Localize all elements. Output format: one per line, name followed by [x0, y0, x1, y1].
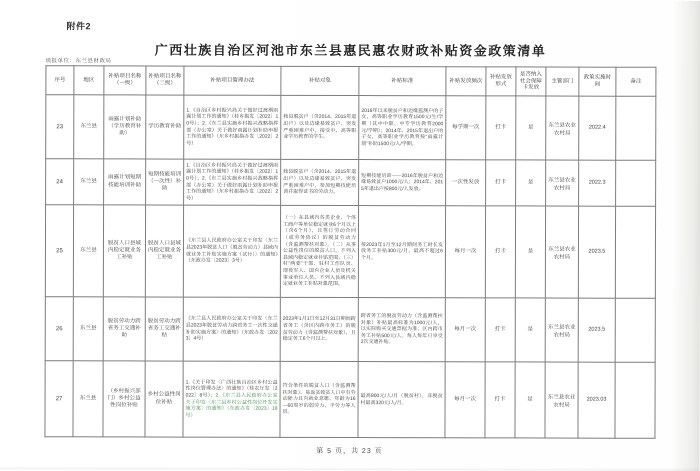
- table-cell: 乡村公益性岗位补贴: [145, 361, 183, 437]
- table-cell: 每学期一次: [446, 96, 486, 160]
- table-cell: 2022.4: [579, 96, 616, 160]
- table-cell: [615, 362, 655, 438]
- column-header: 补贴发放频次: [446, 67, 486, 96]
- department-stamp-cell: 东兰县农业农村局: [546, 96, 579, 160]
- table-cell: 我县脱贫户（含2014、2015年退出户）以及边缘易致贫户、突发严重困难户中，接受中、高等职业学历教育的学生。: [281, 95, 359, 159]
- table-cell: 2023.5: [578, 206, 615, 298]
- table-cell: 打卡: [485, 362, 515, 438]
- table-cell: 是: [515, 298, 545, 362]
- table-cell: 2023年1月1日至12月31日期间跨省务工（含区内跨市务工）的脱贫劳动力（含监测帮扶对象），且稳定务工6个月以上。: [280, 297, 358, 361]
- table-cell: 一次性发放: [446, 160, 486, 206]
- table-cell: 每月一次: [445, 362, 485, 438]
- column-header: 序号: [46, 66, 74, 95]
- table-cell: 打卡: [485, 206, 515, 298]
- column-header: 补贴项目管理办法: [184, 66, 281, 95]
- table-row: [45, 205, 655, 299]
- table-row: [45, 297, 655, 363]
- table-row: [46, 95, 656, 161]
- attachment-label: 附件2: [66, 21, 92, 32]
- table-cell: 2016年以来脱贫户和边缘监测户的子女，高等职业学历教育1500元/生/学期（其中中职、中专学历教育2000元/学期）；2014年、2015年退出户的子女，高等职业学历教育按“雨露计划”补助1500元/人/学期。: [359, 96, 446, 160]
- page-number: 第 5 页，共 23 页: [316, 447, 383, 456]
- table-cell: 短期技能培训（一次性）补助: [146, 159, 184, 205]
- column-header: 补贴发放形式: [486, 67, 516, 96]
- page-title: 广西壮族自治区河池市东兰县惠民惠农财政补贴资金政策清单: [154, 42, 547, 59]
- table-cell: 雨露计划补助（学历教育补助）: [104, 95, 146, 159]
- table-cell: 脱贫劳动力跨省务工交通补助: [103, 297, 145, 361]
- table-cell: [615, 298, 655, 362]
- table-cell: 是: [515, 206, 545, 298]
- table-cell: 每月一次: [445, 206, 485, 298]
- table-cell: 按2023年1月至12月期间务工时长发放务工补贴300元/月，最高不超过6个月。: [358, 206, 445, 298]
- table-cell: 东兰县: [73, 205, 103, 297]
- table-cell: 是: [516, 160, 546, 206]
- table-cell: 《东兰县人民政府办公室关于印发〈东兰县2023年脱贫人口（脱贫劳动力）县域内就业务工补贴实施方案（试行）〉的通知》（东政办发〔2023〕3号）: [183, 205, 280, 297]
- scan-shadow: [0, 466, 699, 471]
- department-stamp-cell: 东兰县农业农村局: [545, 206, 578, 298]
- table-cell: 脱贫劳动力跨省务工交通补贴: [145, 297, 183, 361]
- column-header: 是否纳入社会保障卡发放: [516, 67, 546, 96]
- column-header: 补贴标准: [359, 67, 446, 96]
- table-cell: 短期技能培训——2016年脱贫户和边缘易致贫户1000元/人；2014年、2015年退出户按800元/人发放。: [359, 160, 446, 206]
- cell-text: 1.《关于印发〈广西壮族自治区乡村公益性岗位管理办法〉的通知》（桂农厅发〔2022〕8号）；: [185, 379, 278, 399]
- table-cell: 1.《自治区乡村振兴局关于做好过渡期雨露计划工作的通知》（桂乡振发〔2022〕10号）；2.《东兰县实施乡村振兴战略指挥部（办公室）关于做好雨露计划补助申报工作的通知》（东乡村振指办发〔2022〕2号）: [184, 95, 281, 159]
- column-header: 补贴项目名称（一级）: [104, 66, 146, 95]
- policy-table: [44, 65, 656, 439]
- table-cell: 每月一次: [445, 298, 485, 362]
- table-cell: 是: [515, 362, 545, 438]
- table-cell: 1.《自治区乡村振兴局关于做好过渡期雨露计划工作的通知》（桂乡振发〔2022〕10号）；2.《东兰县实施乡村振兴战略指挥部（办公室）关于做好雨露计划补助申报工作的通知》（东乡村振指办发〔2022〕2号）: [184, 159, 281, 205]
- column-header: 政策实施时间: [579, 67, 616, 96]
- green-annotated-text: 2.《东兰县人民政府办公室关于印发〈东兰县乡村公益性岗位开发实施方案〉的通知》（东政办发〔2023〕18号）: [185, 392, 278, 419]
- table-body: [45, 95, 656, 439]
- table-cell: [615, 206, 655, 298]
- table-cell: 打卡: [486, 96, 516, 160]
- table-cell: 雨露计划短期技能培训补助: [104, 159, 146, 205]
- table-cell: 24: [46, 159, 74, 205]
- table-cell: （乡村振兴部门）乡村公益性岗位补贴: [103, 361, 145, 437]
- table-cell: 25: [45, 205, 73, 297]
- table-cell: 符合条件的脱贫人口（含监测帮扶对象）、易返贫致贫人口中有劳动能力且有就业意愿、年龄为16—60周岁的弱劳力、半劳力等人员。: [280, 361, 358, 437]
- table-cell: （一）在县域内各类企业、个体工商户等单位稳定就业6个月以上（含6个月），且签订劳动合同（或劳务协议）的脱贫劳动力（含监测帮扶对象）。（二）从事公益性岗位的脱贫人口，不列入县域内稳定就业补贴范围。（三）村“两委”干部、驻村工作队员、现役军人、国有企业人员及机关事业单位人员，不列入县域内稳定就业务工补贴对象范围。: [280, 205, 358, 297]
- department-stamp-cell: 东兰县农业农村局: [546, 160, 579, 206]
- table-cell: 最高800元/人/月（脱贫村），非脱贫村最高320元/人/月。: [358, 362, 445, 438]
- column-header: 地区: [74, 66, 104, 95]
- column-header: 补贴对象: [281, 66, 359, 95]
- table-cell: 打卡: [486, 160, 516, 206]
- table-cell: 23: [46, 95, 74, 159]
- department-stamp-cell: 东兰县农业农村局: [545, 298, 578, 362]
- table-cell: 26: [45, 297, 73, 361]
- table-cell: 脱贫人口县域内稳定就业务工补贴: [103, 205, 145, 297]
- table-cell: [183, 361, 280, 437]
- table-cell: 2022.3: [579, 160, 616, 206]
- column-header: 补贴项目名称（二级）: [146, 66, 184, 95]
- table-cell: 27: [45, 361, 73, 437]
- table-cell: 是: [516, 96, 546, 160]
- table-cell: 东兰县: [73, 361, 103, 437]
- table-cell: 2023.03: [578, 362, 615, 438]
- table-cell: 东兰县: [74, 95, 104, 159]
- table-row: [45, 361, 655, 439]
- table-cell: 东兰县: [74, 159, 104, 205]
- table-cell: 脱贫人口县域内稳定就业务工补贴: [145, 205, 183, 297]
- column-header: 主管部门: [546, 67, 579, 96]
- table-cell: 《东兰县人民政府办公室关于印发〈东兰县2023年脱贫劳动力跨省务工一次性交通补助实施方案〉的通知》（东政办发〔2023〕4号）: [183, 297, 280, 361]
- table-cell: 东兰县: [73, 297, 103, 361]
- table-row: [46, 159, 656, 207]
- table-cell: 2023.5: [578, 298, 615, 362]
- table-cell: [616, 96, 656, 160]
- header-row: [46, 66, 656, 97]
- table-cell: 跨省务工的脱贫劳动力（含监测帮扶对象）补贴最高标准为1000元/人，以实际购买交通票据为准；区内跨市务工补贴500元/人。每人每年只享受2次交通补贴。: [358, 298, 445, 362]
- table-cell: 打卡: [485, 298, 515, 362]
- department-stamp-cell: 东兰县农业农村局: [545, 362, 578, 438]
- table-cell: [616, 160, 656, 206]
- table-cell: 学历教育补助: [146, 95, 184, 159]
- column-header: 备注: [616, 67, 656, 96]
- reporting-unit-label: 填报单位：东兰县财政局: [45, 58, 112, 65]
- table-cell: 我县脱贫户（含2014、2015年退出户）以及边缘易致贫户、突发严重困难户中，参加短期技能培训并取得证书的劳动力。: [281, 159, 359, 205]
- table-header: [46, 66, 656, 97]
